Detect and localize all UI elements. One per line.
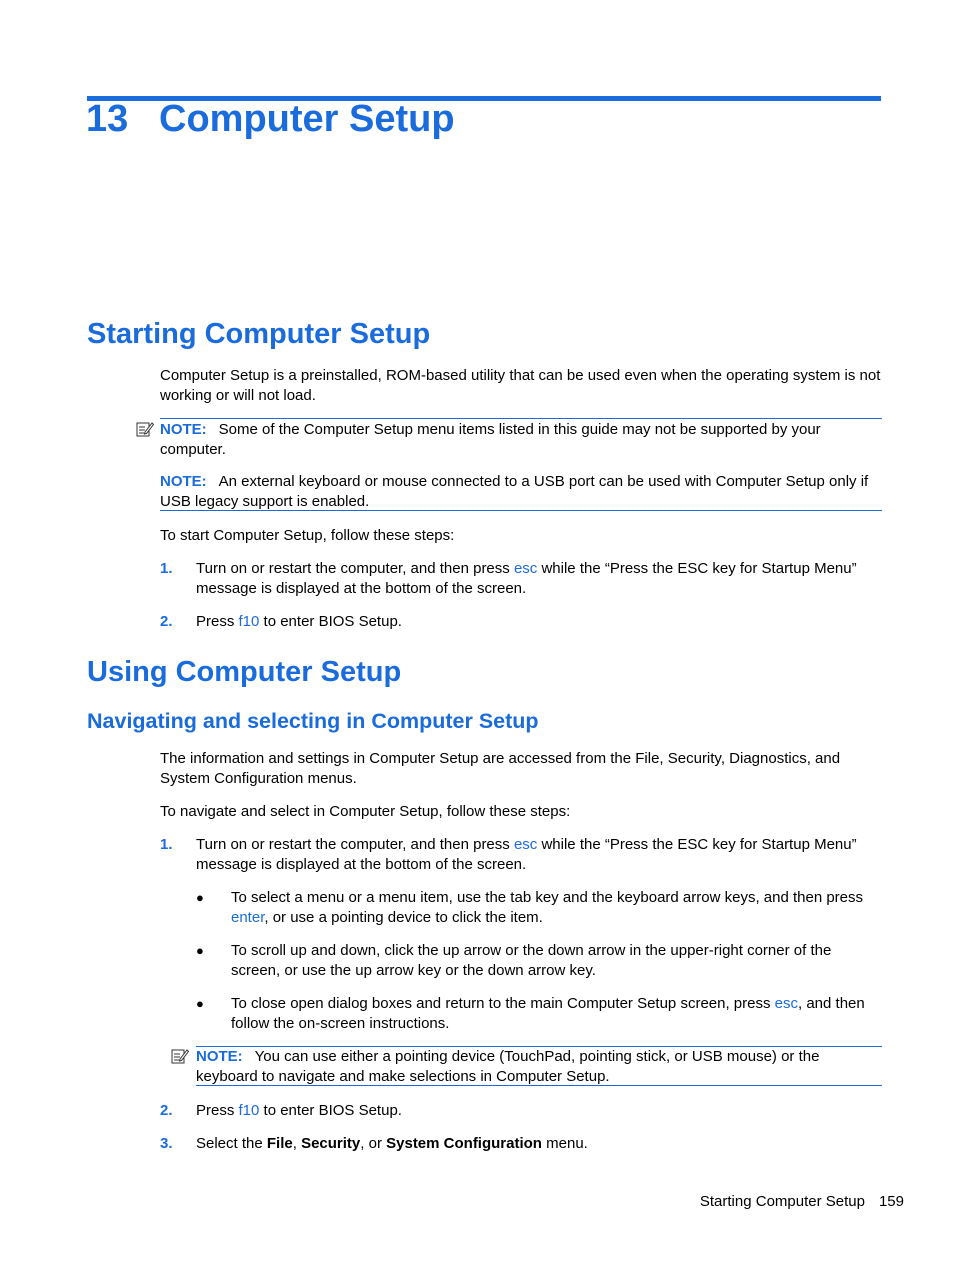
section1-step-2: 2. Press f10 to enter BIOS Setup. [160,613,402,630]
bullet-dot-icon: ● [196,943,204,958]
key-f10: f10 [238,1102,260,1119]
chapter-title-text: Computer Setup [159,98,455,140]
step-number: 2. [160,613,173,630]
menu-security: Security [301,1135,361,1152]
bullet-item: ● To scroll up and down, click the up arrow or the down arrow in the upper-right corner of the screen, or use the up arrow key or the down arrow key. [196,942,832,979]
key-esc: esc [513,836,538,853]
step-number: 3. [160,1135,173,1152]
note-top-rule [160,418,882,419]
key-esc: esc [774,995,798,1012]
key-esc: esc [513,560,538,577]
section2-step-2: 2. Press f10 to enter BIOS Setup. [160,1102,402,1119]
subsection-title-navigating: Navigating and selecting in Computer Setup [87,709,539,733]
note-label: NOTE: [196,1048,243,1065]
step-number: 2. [160,1102,173,1119]
key-enter: enter [231,908,265,926]
note-text: An external keyboard or mouse connected to a USB port can be used with Computer Setup only if USB legacy support is enabled. [160,473,869,510]
section1-intro: Computer Setup is a preinstalled, ROM-based utility that can be used even when the operating system is not working or will not load. [160,367,881,404]
section2-step-1: 1. Turn on or restart the computer, and then press esc while the “Press the ESC key for Startup Menu” message is displayed at the bottom of the screen. [160,836,857,873]
bullet-item: ● To select a menu or a menu item, use the tab key and the keyboard arrow keys, and then press enter, or use a pointing device to click the item. [196,889,864,926]
section2-step-3: 3. Select the File, Security, or System Configuration menu. [160,1135,588,1152]
bullet-item: ● To close open dialog boxes and return to the main Computer Setup screen, press esc, and then follow the on-screen instructions. [196,995,865,1032]
bullet-dot-icon: ● [196,996,204,1011]
page-footer [700,1193,904,1210]
section1-steps-intro: To start Computer Setup, follow these steps: [160,527,455,544]
footer-section: Starting Computer Setup [699,1193,865,1210]
section2-steps-intro: To navigate and select in Computer Setup, follow these steps: [160,803,571,820]
menu-system-configuration: System Configuration [386,1135,542,1152]
note-1 [160,420,882,459]
section2-intro: The information and settings in Computer Setup are accessed from the File, Security, Diagnostics, and System Configuration menus. [160,750,841,787]
page-number: 159 [878,1193,904,1210]
bullet-dot-icon: ● [196,890,204,905]
note-label: NOTE: [160,421,207,438]
section-title-starting: Starting Computer Setup [87,318,431,350]
note-pencil-icon [136,420,154,438]
chapter-number: 13 [86,98,129,140]
note-3 [196,1047,882,1086]
section-title-using: Using Computer Setup [87,656,402,688]
note-bottom-rule [160,510,882,511]
note-label: NOTE: [160,473,207,490]
step-number: 1. [160,560,173,577]
note-2 [160,472,882,511]
key-f10: f10 [238,613,260,630]
step-number: 1. [160,836,173,853]
note-pencil-icon [171,1047,189,1065]
menu-file: File [266,1135,293,1152]
chapter-title [86,98,455,141]
note-text: You can use either a pointing device (TouchPad, pointing stick, or USB mouse) or the keyboard to navigate and make selections in Computer Setup. [196,1048,820,1085]
note-bottom-rule [196,1085,882,1086]
note-text: Some of the Computer Setup menu items listed in this guide may not be supported by your computer. [160,421,821,458]
section1-step-1: 1. Turn on or restart the computer, and then press esc while the “Press the ESC key for Startup Menu” message is displayed at the bottom of the screen. [160,560,857,597]
